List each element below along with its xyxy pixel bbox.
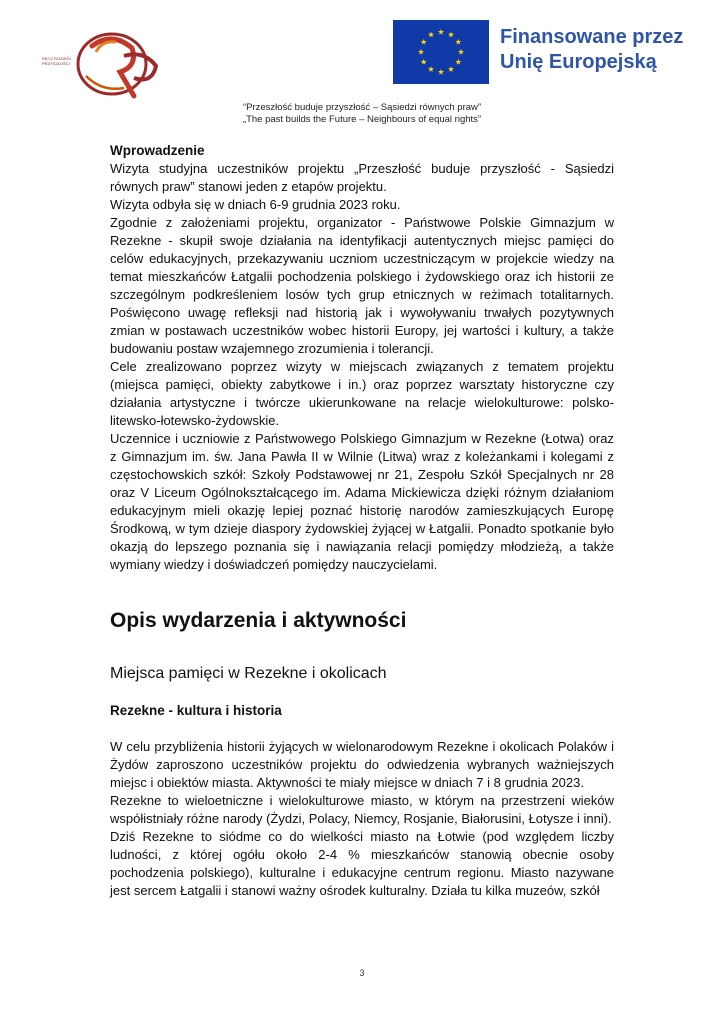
eu-funding-title [500,25,683,75]
intro-heading: Wprowadzenie [110,143,205,158]
intro-paragraph: Cele zrealizowano poprzez wizyty w miejscach związanych z tematem projektu (miejsca pamięci, obiekty zabytkowe i in.) oraz poprzez warsztaty historyczne czy działania artystyczne i twórcze ukierunkowane na relacje wielokulturowe: polsko-litewsko-łotewsko-żydowskie. [110,359,614,428]
page-content [110,142,614,900]
eu-flag-icon [393,20,489,84]
project-logo [72,26,162,102]
tagline-english: „The past builds the Future – Neighbours of equal rights” [242,114,482,125]
project-tagline [0,102,724,126]
intro-paragraph: Zgodnie z założeniami projektu, organizator - Państwowe Polskie Gimnazjum w Rezekne - skupił swoje działania na identyfikacji autentycznych miejsc pamięci do celów edukacyjnych, przekazywaniu uczniom uczestniczącym w projekcie wiedzy na temat mieszkańców Łatgalii pochodzenia polskiego i żydowskiego oraz ich historii ze szczególnym podkreśleniem losów tych grup etnicznych w reżimach totalitarnych. Poświęcono uwagę refleksji nad historią jak i wywoływaniu trwałych pozytywnych zmian w postawach uczestników wobec historii Europy, jej wartości i kultury, a także budowaniu postaw wzajemnego zrozumienia i tolerancji. [110,215,614,356]
eu-title-line-2: Unię Europejską [500,51,657,73]
section-paragraph: Dziś Rezekne to siódme co do wielkości miasto na Łotwie (pod względem liczby ludności, z której ogółu około 2-4 % mieszkańców stanowią obecnie osoby pochodzenia polskiego), kulturalne i edukacyjne centrum regionu. Miasto nazywane jest sercem Łatgalii i stanowi ważny ośrodek kulturalny. Działa tu kilka muzeów, szkół [110,829,614,898]
page-number: 3 [359,968,365,978]
section-paragraph: Rezekne to wieloetniczne i wielokulturowe miasto, w którym na przestrzeni wieków współistniały różne narody (Żydzi, Polacy, Niemcy, Rosjanie, Białorusini, Łotysze i inni). [110,793,614,826]
tagline-polish: “Przeszłość buduje przyszłość – Sąsiedzi równych praw” [242,102,482,113]
section-heading: Opis wydarzenia i aktywności [110,609,407,632]
intro-paragraph: Wizyta odbyła się w dniach 6-9 grudnia 2023 roku. [110,197,401,212]
section-paragraph: W celu przybliżenia historii żyjących w wielonarodowym Rezekne i okolicach Polaków i Żydów zaproszono uczestników projektu do odwiedzenia wybranych ważniejszych miejsc i obiektów miasta. Aktywności te miały miejsce w dniach 7 i 8 grudnia 2023. [110,739,614,790]
intro-paragraph: Wizyta studyjna uczestników projektu „Przeszłość buduje przyszłość - Sąsiedzi równych praw” stanowi jeden z etapów projektu. [110,161,614,194]
intro-paragraph: Uczennice i uczniowie z Państwowego Polskiego Gimnazjum w Rezekne (Łotwa) oraz z Gimnazjum im. św. Jana Pawła II w Wilnie (Litwa) wraz z koleżankami i kolegami z częstochowskich szkół: Szkoły Podstawowej nr 21, Zespołu Szkół Specjalnych nr 28 oraz V Liceum Ogólnokształcącego im. Adama Mickiewicza dzięki różnym działaniom edukacyjnym mieli okazję lepiej poznać historię narodów zamieszkujących Europę Środkową, w tym dzieje diaspory żydowskiej żyjącej w Łatgalii. Ponadto spotkanie było okazją do lepszego poznania się i nawiązania relacji pomiędzy młodzieżą, a także wymiany wiedzy i doświadczeń pomiędzy nauczycielami. [110,431,614,572]
logo-text: RĘCZ ROZWÓJ PRZYSZŁOŚCI [42,56,72,66]
sub-subsection-heading: Rezekne - kultura i historia [110,703,282,718]
eu-title-line-1: Finansowane przez [500,26,684,48]
page-header [0,0,724,100]
subsection-heading: Miejsca pamięci w Rezekne i okolicach [110,665,387,682]
